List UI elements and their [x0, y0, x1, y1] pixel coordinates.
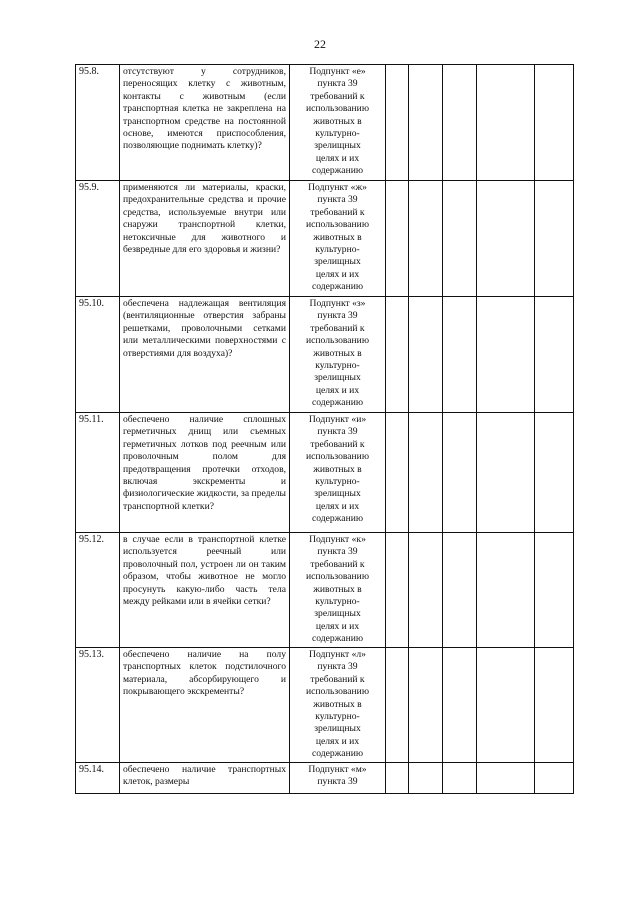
- answer-cell: [443, 413, 477, 533]
- legal-reference: [290, 763, 386, 794]
- legal-reference-line: Подпункт «к»: [309, 534, 366, 545]
- legal-reference-line: целях и их: [315, 268, 360, 280]
- legal-reference-line: требований к: [310, 438, 365, 450]
- legal-reference-line: использованию: [306, 219, 369, 231]
- legal-reference-line: пункта 39: [317, 776, 358, 788]
- legal-reference-line: требований к: [310, 558, 365, 570]
- answer-cell: [409, 763, 443, 794]
- legal-reference-line: содержанию: [311, 748, 364, 760]
- legal-reference-line: содержанию: [311, 397, 364, 409]
- legal-reference-line: зрелищных: [314, 372, 361, 384]
- answer-cell: [386, 648, 409, 763]
- answer-cell: [409, 413, 443, 533]
- answer-cell: [477, 648, 535, 763]
- requirement-question: обеспечено наличие на полу транспортных клеток подстилочного материала, абсорбирующего и покрывающего экскременты?: [120, 648, 290, 763]
- legal-reference-line: пункта 39: [317, 78, 358, 90]
- legal-reference-line: целях и их: [315, 735, 360, 747]
- table-row: [76, 297, 574, 413]
- row-number: 95.12.: [76, 533, 120, 648]
- checklist-table: [75, 64, 574, 794]
- answer-cell: [409, 648, 443, 763]
- answer-cell: [443, 65, 477, 181]
- requirement-question: обеспечено наличие транспортных клеток, размеры: [120, 763, 290, 794]
- legal-reference-line: культурно-: [315, 476, 360, 488]
- legal-reference-line: Подпункт «и»: [308, 414, 367, 425]
- answer-cell: [386, 413, 409, 533]
- row-number: 95.11.: [76, 413, 120, 533]
- table-row: [76, 65, 574, 181]
- legal-reference-line: требований к: [310, 322, 365, 334]
- answer-cell: [477, 297, 535, 413]
- row-number: 95.9.: [76, 181, 120, 297]
- legal-reference-line: животных в: [313, 583, 362, 595]
- table-row: [76, 763, 574, 794]
- legal-reference-line: Подпункт «м»: [308, 764, 367, 775]
- legal-reference-line: использованию: [306, 335, 369, 347]
- answer-cell: [386, 181, 409, 297]
- table-row: [76, 533, 574, 648]
- legal-reference-line: содержанию: [311, 513, 364, 525]
- legal-reference-line: использованию: [306, 451, 369, 463]
- legal-reference: [290, 648, 386, 763]
- legal-reference-line: требований к: [310, 673, 365, 685]
- answer-cell: [386, 297, 409, 413]
- answer-cell: [386, 763, 409, 794]
- legal-reference-line: целях и их: [315, 620, 360, 632]
- answer-cell: [535, 763, 574, 794]
- legal-reference-line: требований к: [310, 90, 365, 102]
- answer-cell: [477, 413, 535, 533]
- legal-reference-line: животных в: [313, 463, 362, 475]
- legal-reference: [290, 413, 386, 533]
- legal-reference-line: зрелищных: [314, 256, 361, 268]
- answer-cell: [443, 648, 477, 763]
- legal-reference-line: содержанию: [311, 633, 364, 645]
- row-number: 95.8.: [76, 65, 120, 181]
- answer-cell: [443, 763, 477, 794]
- legal-reference-line: использованию: [306, 571, 369, 583]
- legal-reference-line: использованию: [306, 103, 369, 115]
- legal-reference-line: зрелищных: [314, 488, 361, 500]
- answer-cell: [477, 533, 535, 648]
- page-number: 22: [314, 37, 326, 51]
- answer-cell: [535, 533, 574, 648]
- answer-cell: [409, 65, 443, 181]
- legal-reference-line: пункта 39: [317, 661, 358, 673]
- answer-cell: [409, 533, 443, 648]
- legal-reference-line: Подпункт «з»: [309, 298, 366, 309]
- legal-reference-line: культурно-: [315, 360, 360, 372]
- legal-reference-line: зрелищных: [314, 608, 361, 620]
- legal-reference-line: культурно-: [315, 128, 360, 140]
- legal-reference-line: целях и их: [315, 152, 360, 164]
- answer-cell: [443, 533, 477, 648]
- legal-reference-line: требований к: [310, 206, 365, 218]
- answer-cell: [535, 297, 574, 413]
- answer-cell: [535, 413, 574, 533]
- legal-reference: [290, 65, 386, 181]
- legal-reference-line: Подпункт «л»: [309, 649, 366, 660]
- legal-reference: [290, 181, 386, 297]
- legal-reference-line: пункта 39: [317, 426, 358, 438]
- requirement-question: обеспечена надлежащая вентиляция (вентиляционные отверстия забраны решетками, проволочными сетками или металлическими поверхностями с отверстиями для воздуха)?: [120, 297, 290, 413]
- legal-reference-line: культурно-: [315, 711, 360, 723]
- requirement-question: отсутствуют у сотрудников, переносящих клетку с животным, контакты с животным (если транспортная клетка не закреплена на транспортном средстве на постоянной основе, имеются приспособления, позволяющие поднимать клетку)?: [120, 65, 290, 181]
- legal-reference-line: Подпункт «ж»: [308, 182, 367, 193]
- answer-cell: [535, 648, 574, 763]
- answer-cell: [386, 65, 409, 181]
- legal-reference-line: Подпункт «е»: [309, 66, 366, 77]
- answer-cell: [443, 181, 477, 297]
- legal-reference-line: пункта 39: [317, 310, 358, 322]
- row-number: 95.10.: [76, 297, 120, 413]
- answer-cell: [477, 181, 535, 297]
- answer-cell: [443, 297, 477, 413]
- legal-reference-line: культурно-: [315, 244, 360, 256]
- legal-reference-line: зрелищных: [314, 723, 361, 735]
- answer-cell: [409, 181, 443, 297]
- legal-reference-line: животных в: [313, 347, 362, 359]
- answer-cell: [477, 65, 535, 181]
- answer-cell: [409, 297, 443, 413]
- legal-reference-line: целях и их: [315, 500, 360, 512]
- row-number: 95.13.: [76, 648, 120, 763]
- legal-reference-line: использованию: [306, 686, 369, 698]
- table-row: [76, 413, 574, 533]
- requirement-question: применяются ли материалы, краски, предохранительные средства и прочие средства, используемые внутри или снаружи транспортной клетки, нетоксичные для животного и безвредные для его здоровья и жизни?: [120, 181, 290, 297]
- legal-reference: [290, 533, 386, 648]
- legal-reference: [290, 297, 386, 413]
- requirement-question: обеспечено наличие сплошных герметичных днищ или съемных герметичных лотков под реечным или проволочным полом для предотвращения протечки отходов, включая экскременты и физиологические жидкости, за пределы транспортной клетки?: [120, 413, 290, 533]
- legal-reference-line: содержанию: [311, 165, 364, 177]
- answer-cell: [535, 65, 574, 181]
- checklist-body: [76, 65, 574, 794]
- legal-reference-line: пункта 39: [317, 194, 358, 206]
- answer-cell: [386, 533, 409, 648]
- table-row: [76, 181, 574, 297]
- legal-reference-line: животных в: [313, 115, 362, 127]
- legal-reference-line: целях и их: [315, 384, 360, 396]
- legal-reference-line: животных в: [313, 231, 362, 243]
- legal-reference-line: содержанию: [311, 281, 364, 293]
- answer-cell: [535, 181, 574, 297]
- legal-reference-line: зрелищных: [314, 140, 361, 152]
- table-row: [76, 648, 574, 763]
- legal-reference-line: животных в: [313, 698, 362, 710]
- answer-cell: [477, 763, 535, 794]
- row-number: 95.14.: [76, 763, 120, 794]
- legal-reference-line: культурно-: [315, 596, 360, 608]
- requirement-question: в случае если в транспортной клетке используется реечный или проволочный пол, устроен ли он таким образом, чтобы животное не могло просунуть какую-либо часть тела между рейками или в ячейки сетки?: [120, 533, 290, 648]
- legal-reference-line: пункта 39: [317, 546, 358, 558]
